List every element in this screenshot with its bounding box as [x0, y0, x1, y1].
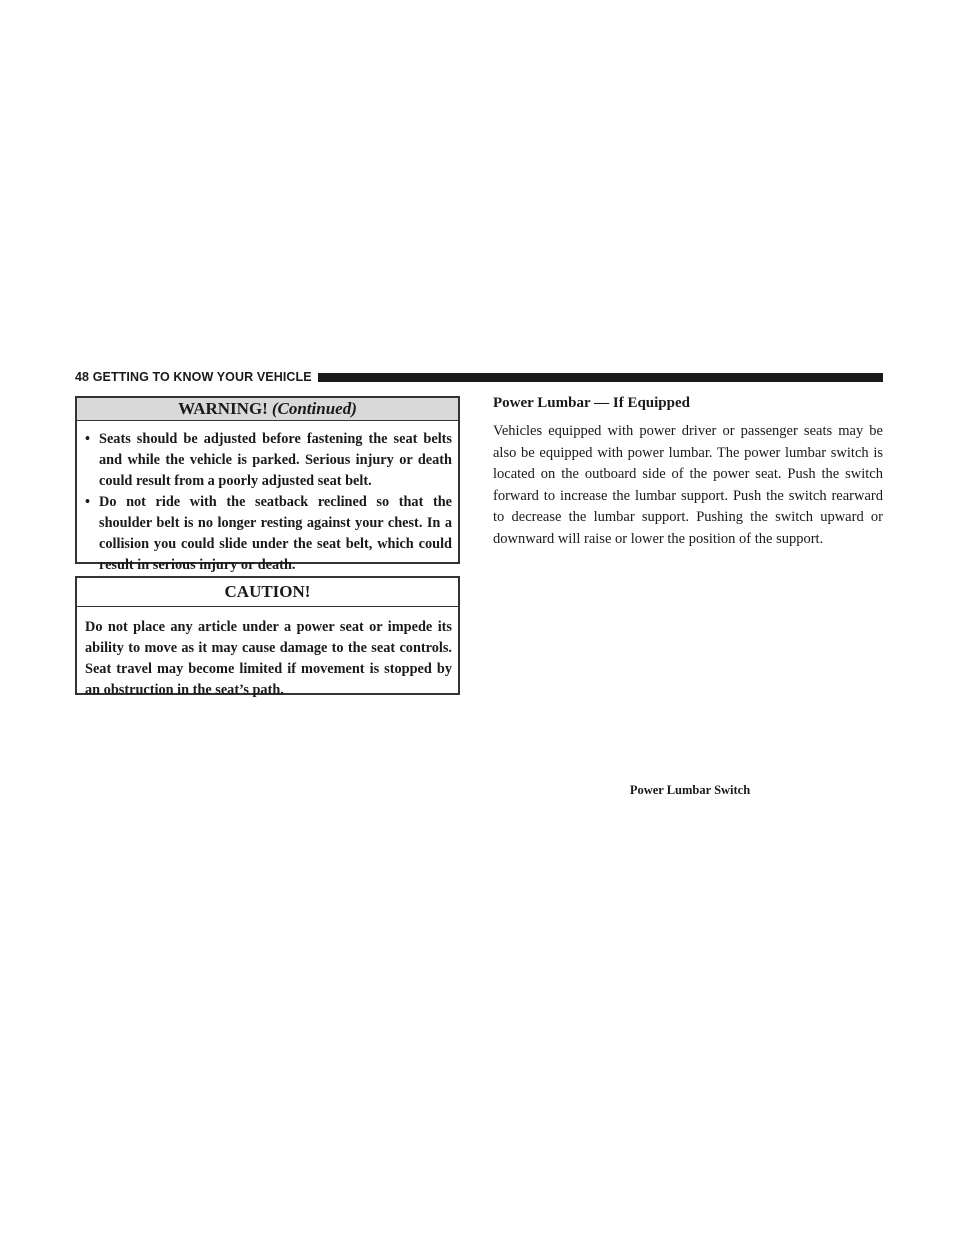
page-header-text [75, 370, 318, 384]
warning-continued: (Continued) [271, 399, 357, 418]
list-item [85, 492, 452, 576]
warning-title-text: WARNING! [178, 399, 268, 418]
figure-caption: Power Lumbar Switch [629, 783, 751, 797]
warning-title [77, 398, 458, 421]
caution-body: Do not place any article under a power seat or impede its ability to move as it may cause damage to the seat controls. Seat travel may become limited if movement is stopped by an obstruction in the seat’s path. [85, 619, 452, 698]
warning-box [75, 396, 460, 573]
list-item [85, 429, 452, 492]
page-header [75, 370, 883, 384]
header-rule [318, 373, 883, 382]
section-heading: Power Lumbar — If Equipped [493, 395, 690, 411]
warning-bullet-text: Seats should be adjusted before fastening the seat belts and while the vehicle is parked. Serious injury or death could result from a poorly adjusted seat belt. [99, 431, 452, 489]
power-lumbar-section [493, 393, 883, 550]
warning-list [85, 429, 452, 576]
caution-box [75, 576, 460, 698]
section-body: Vehicles equipped with power driver or passenger seats may be also be equipped with power lumbar. The power lumbar switch is located on the outboard side of the power seat. Push the switch forward to increase the lumbar support. Push the switch rearward to decrease the lumbar support. Pushing the switch upward or downward will raise or lower the position of the support. [493, 423, 883, 547]
bullet-icon: • [85, 431, 91, 447]
warning-body [77, 421, 458, 576]
caution-title: CAUTION! [77, 578, 458, 607]
bullet-icon: • [85, 494, 91, 510]
page-number: 48 [75, 370, 90, 384]
warning-bullet-text: Do not ride with the seatback reclined so that the shoulder belt is no longer resting against your chest. In a collision you could slide under the seat belt, which could result in serious injury or death. [99, 494, 452, 573]
section-title: GETTING TO KNOW YOUR VEHICLE [92, 370, 312, 384]
